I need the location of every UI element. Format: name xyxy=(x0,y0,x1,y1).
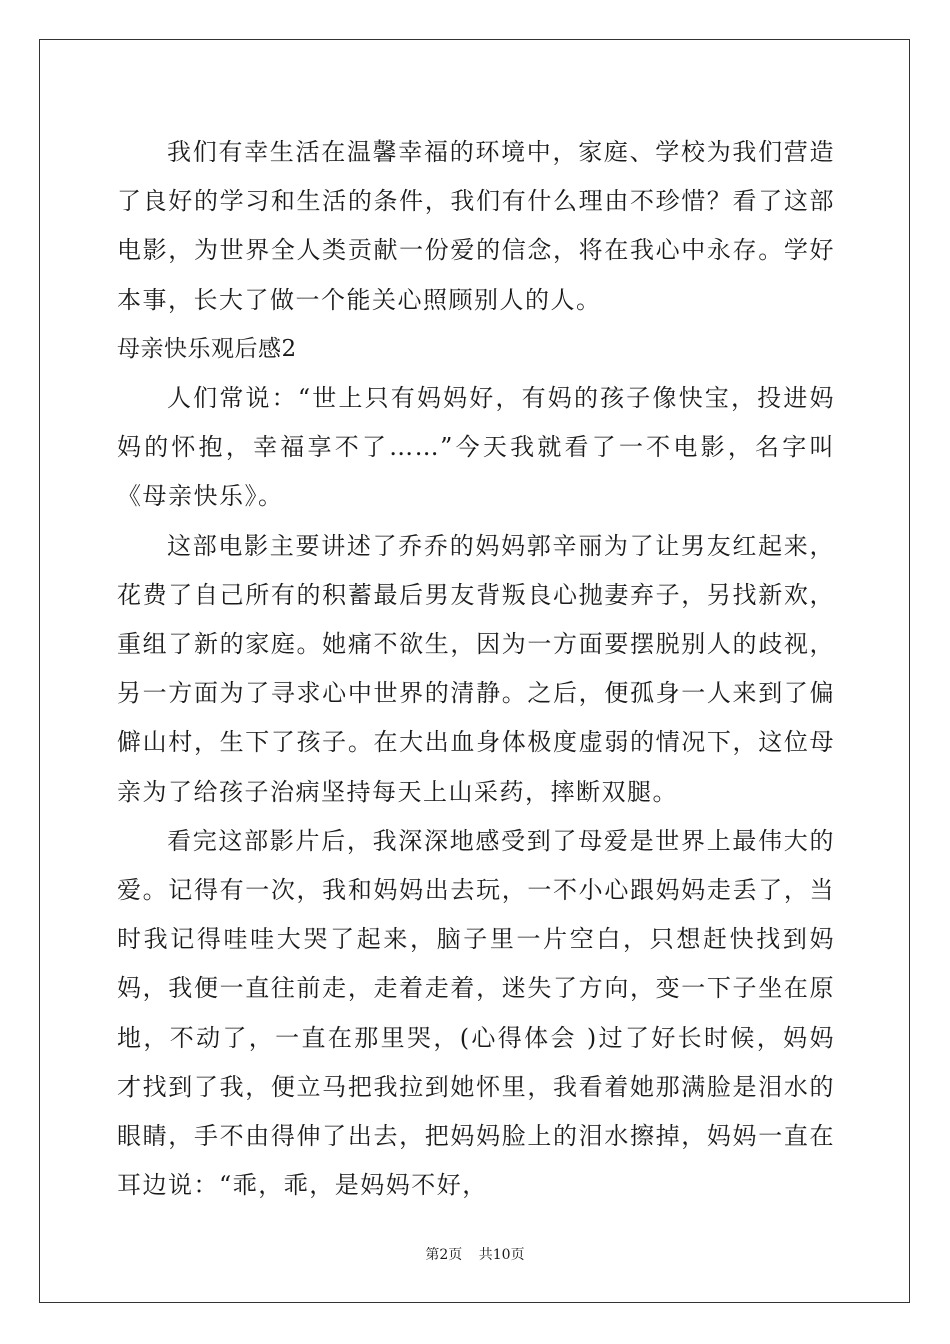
document-body xyxy=(117,128,835,1210)
paragraph: 这部电影主要讲述了乔乔的妈妈郭辛丽为了让男友红起来，花费了自己所有的积蓄最后男友背叛良心抛妻弃子，另找新欢，重组了新的家庭。她痛不欲生，因为一方面要摆脱别人的歧视，另一方面为了寻求心中世界的清静。之后，便孤身一人来到了偏僻山村，生下了孩子。在大出血身体极度虚弱的情况下，这位母亲为了给孩子治病坚持每天上山采药，摔断双腿。 xyxy=(117,531,835,806)
paragraph: 人们常说：“世上只有妈妈好，有妈的孩子像快宝，投进妈妈的怀抱，幸福享不了……”今天我就看了一不电影，名字叫《母亲快乐》。 xyxy=(117,384,835,511)
total-pages: 共10页 xyxy=(478,1247,525,1263)
paragraph: 我们有幸生活在温馨幸福的环境中，家庭、学校为我们营造了良好的学习和生活的条件，我们有什么理由不珍惜？看了这部电影，为世界全人类贡献一份爱的信念，将在我心中永存。学好本事，长大了做一个能关心照顾别人的人。 xyxy=(117,138,835,314)
page-footer xyxy=(0,1244,950,1264)
paragraph: 看完这部影片后，我深深地感受到了母爱是世界上最伟大的爱。记得有一次，我和妈妈出去玩，一不小心跟妈妈走丢了，当时我记得哇哇大哭了起来，脑子里一片空白，只想赶快找到妈妈，我便一直往前走，走着走着，迷失了方向，变一下子坐在原地，不动了，一直在那里哭，(心得体会 )过了好长时候，妈妈才找到了我，便立马把我拉到她怀里，我看着她那满脸是泪水的眼睛，手不由得伸了出去，把妈妈脸上的泪水擦掉，妈妈一直在耳边说：“乖，乖，是妈妈不好， xyxy=(117,826,835,1200)
section-heading: 母亲快乐观后感2 xyxy=(117,335,297,362)
page-number: 第2页 xyxy=(425,1247,463,1263)
